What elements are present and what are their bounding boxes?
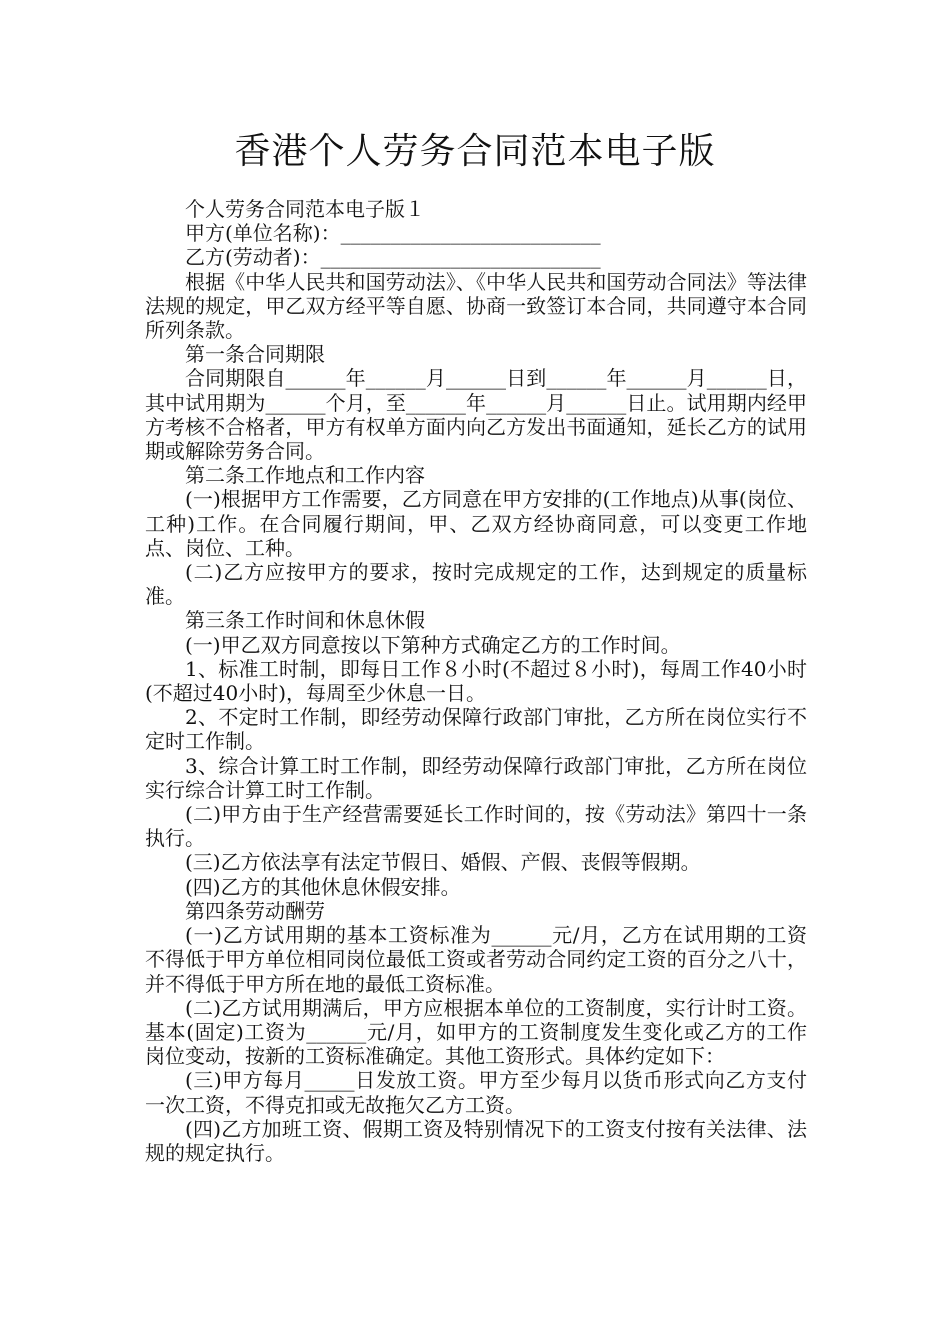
preamble-paragraph: 根据《中华人民共和国劳动法》、《中华人民共和国劳动合同法》等法律法规的规定，甲乙双方经平等自愿、协商一致签订本合同，共同遵守本合同所列条款。 [145, 269, 807, 343]
document-subtitle: 个人劳务合同范本电子版１ [185, 197, 425, 221]
document-title: 香港个人劳务合同范本电子版 [234, 131, 716, 172]
article-1-heading: 第一条合同期限 [185, 342, 325, 367]
flexible-hours-paragraph: 2、不定时工作制，即经劳动保障行政部门审批，乙方所在岗位实行不定时工作制。 [145, 705, 807, 754]
base-wage-paragraph: (二)乙方试用期满后，甲方应根据本单位的工资制度，实行计时工资。基本(固定)工资为______元/月，如甲方的工资制度发生变化或乙方的工作岗位变动，按新的工资标准确定。其他工资形式。具体约定如下： [145, 995, 807, 1069]
standard-hours-paragraph: 1、标准工时制，即每日工作８小时(不超过８小时)，每周工作40小时(不超过40小时)，每周至少休息一日。 [145, 656, 807, 706]
pay-day-paragraph: (三)甲方每月_____日发放工资。甲方至少每月以货币形式向乙方支付一次工资，不得克扣或无故拖欠乙方工资。 [145, 1068, 807, 1117]
holidays-paragraph: (三)乙方依法享有法定节假日、婚假、产假、丧假等假期。 [185, 850, 701, 875]
article-3-heading: 第三条工作时间和休息休假 [185, 608, 425, 633]
contract-term-paragraph: 合同期限自______年______月______日到______年______月______日，其中试用期为______个月，至______年______月______日止。试用期内经甲方考核不合格者，甲方有权单方面内向乙方发出书面通知，延长乙方的试用期或解除劳务合同。 [145, 366, 807, 464]
other-leave-paragraph: (四)乙方的其他休息休假安排。 [185, 874, 461, 899]
party-b-line: 乙方(劳动者)：____________________________ [185, 245, 601, 270]
work-location-paragraph: (一)根据甲方工作需要，乙方同意在甲方安排的(工作地点)从事(岗位、工种)工作。在合同履行期间，甲、乙双方经协商同意，可以变更工作地点、岗位、工种。 [145, 487, 807, 560]
work-quality-paragraph: (二)乙方应按甲方的要求，按时完成规定的工作，达到规定的质量标准。 [145, 560, 807, 609]
party-a-line: 甲方(单位名称)：__________________________ [185, 221, 601, 246]
probation-wage-paragraph: (一)乙方试用期的基本工资标准为______元/月，乙方在试用期的工资不得低于甲方单位相同岗位最低工资或者劳动合同约定工资的百分之八十，并不得低于甲方所在地的最低工资标准。 [145, 923, 807, 996]
overtime-pay-paragraph: (四)乙方加班工资、假期工资及特别情况下的工资支付按有关法律、法规的规定执行。 [145, 1116, 807, 1165]
work-time-paragraph: (一)甲乙双方同意按以下第种方式确定乙方的工作时间。 [185, 632, 681, 657]
document-body [145, 197, 807, 1165]
overtime-paragraph: (二)甲方由于生产经营需要延长工作时间的，按《劳动法》第四十一条执行。 [145, 802, 807, 851]
article-4-heading: 第四条劳动酬劳 [185, 898, 325, 923]
article-2-heading: 第二条工作地点和工作内容 [185, 463, 425, 488]
comprehensive-hours-paragraph: 3、综合计算工时工作制，即经劳动保障行政部门审批，乙方所在岗位实行综合计算工时工作制。 [145, 753, 807, 802]
